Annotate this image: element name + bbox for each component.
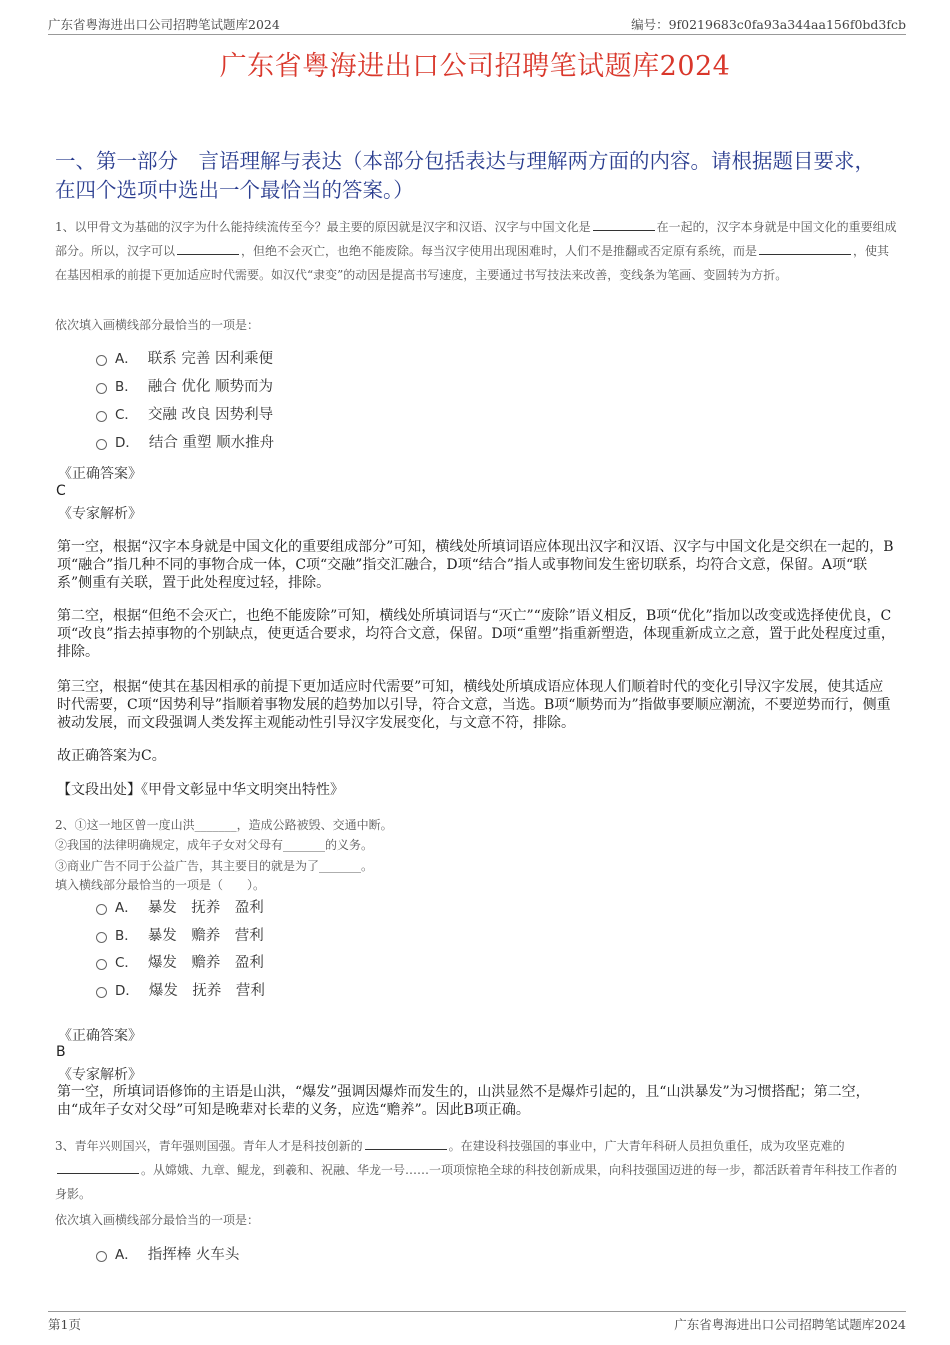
q2-prompt: 填入横线部分最恰当的一项是（ ）。 — [55, 878, 266, 892]
page-title: 广东省粤海进出口公司招聘笔试题库2024 — [219, 51, 731, 82]
question-3-text — [55, 1134, 900, 1206]
option-letter: A． — [115, 1247, 138, 1263]
q2-option-c[interactable] — [96, 952, 264, 974]
q1-answer-label: 《正确答案》 — [58, 466, 142, 482]
q2-answer: B — [56, 1044, 66, 1060]
q3-part-2: 。在建设科技强国的事业中，广大青年科研人员担负重任，成为攻坚克难的 — [448, 1139, 845, 1153]
q1-conclusion: 故正确答案为C。 — [57, 748, 166, 764]
q1-option-d[interactable] — [96, 432, 274, 454]
question-1-text — [55, 215, 900, 287]
q2-answer-label: 《正确答案》 — [58, 1028, 142, 1044]
option-text: 暴发 赡养 营利 — [147, 928, 264, 944]
option-text: 交融 改良 因势利导 — [147, 407, 274, 423]
option-letter: C． — [115, 407, 138, 423]
page-footer — [48, 1311, 906, 1332]
q3-option-a[interactable] — [96, 1244, 239, 1266]
q1-option-a[interactable] — [96, 348, 273, 370]
q3-part-3: 。从嫦娥、九章、鲲龙，到羲和、祝融、华龙一号……一项项惊艳全球的科技创新成果，向科技强国迈进的每一步，都活跃着青年科技工作者的身影。 — [55, 1163, 898, 1201]
q1-part-4: ，使其在基因相承的前提下更加适应时代需要。如汉代“隶变”的动因是提高书写速度，主要通过书写技法来改善，变线条为笔画、变圆转为方折。 — [55, 244, 890, 282]
section-heading: 一、第一部分 言语理解与表达（本部分包括表达与理解两方面的内容。请根据题目要求，在四个选项中选出一个最恰当的答案。） — [55, 149, 875, 202]
header-doc-id: 编号：9f0219683c0fa93a344aa156f0bd3fcb — [631, 17, 906, 32]
q1-source: 【文段出处】《甲骨文彰显中华文明突出特性》 — [57, 782, 344, 798]
q2-option-d[interactable] — [96, 980, 265, 1002]
q2-option-a[interactable] — [96, 897, 264, 919]
radio-icon[interactable] — [96, 439, 107, 450]
option-text: 结合 重塑 顺水推舟 — [148, 435, 275, 451]
option-text: 融合 优化 顺势而为 — [147, 379, 273, 395]
q2-option-b[interactable] — [96, 925, 264, 947]
option-text: 暴发 抚养 盈利 — [147, 900, 264, 916]
q1-prompt: 依次填入画横线部分最恰当的一项是： — [55, 318, 260, 332]
page-header — [48, 14, 906, 35]
q1-analysis-para-2: 第二空，根据“但绝不会灭亡，也绝不能废除”可知，横线处所填词语与“灭亡”“废除”语义相反，B项“优化”指加以改变或选择使优良，C项“改良”指去掉事物的个别缺点，使更适合要求，均符合文意，保留。D项“重塑”指重新塑造，体现重新成立之意，置于此处程度过重，排除。 — [57, 608, 895, 660]
q1-part-2: 在一起的，汉字本身就是中国文化的重要组成部分。所以，汉字可以 — [55, 220, 897, 258]
option-letter: D． — [115, 435, 139, 451]
q1-answer: C — [56, 483, 66, 499]
option-text: 指挥棒 火车头 — [147, 1247, 240, 1263]
q2-analysis: 第一空，所填词语修饰的主语是山洪，“爆发”强调因爆炸而发生的，山洪显然不是爆炸引起的，且“山洪暴发”为习惯搭配；第二空，由“成年子女对父母”可知是晚辈对长辈的义务，应选“赡养”。因此B项正确。 — [57, 1084, 870, 1118]
footer-doc-title: 广东省粤海进出口公司招聘笔试题库2024 — [674, 1317, 906, 1332]
q1-blank-3 — [759, 239, 851, 255]
option-text: 联系 完善 因利乘便 — [147, 351, 273, 367]
radio-icon[interactable] — [96, 932, 107, 943]
q1-part-3: ，但绝不会灭亡，也绝不能废除。每当汉字使用出现困难时，人们不是推翻或否定原有系统，而是 — [241, 244, 758, 258]
radio-icon[interactable] — [96, 411, 107, 422]
q2-line-2: ②我国的法律明确规定，成年子女对父母有_______的义务。 — [55, 838, 374, 852]
q1-blank-1 — [593, 215, 655, 231]
radio-icon[interactable] — [96, 987, 107, 998]
q1-analysis-para-1: 第一空，根据“汉字本身就是中国文化的重要组成部分”可知，横线处所填词语应体现出汉字和汉语、汉字与中国文化是交织在一起的，B项“融合”指几种不同的事物合成一体，C项“交融”指交汇融合，D项“结合”指人或事物间发生密切联系，均符合文意，保留。A项“联系”侧重有关联，置于此处程度过轻，排除。 — [57, 539, 894, 591]
q2-analysis-label: 《专家解析》 — [58, 1067, 142, 1083]
radio-icon[interactable] — [96, 1251, 107, 1262]
q1-option-c[interactable] — [96, 404, 273, 426]
option-letter: C． — [115, 955, 138, 971]
q1-blank-2 — [177, 239, 239, 255]
q2-line-3: ③商业广告不同于公益广告，其主要目的就是为了_______。 — [55, 859, 374, 873]
q1-analysis-label: 《专家解析》 — [58, 506, 142, 522]
option-letter: B． — [115, 379, 138, 395]
option-letter: A． — [115, 900, 138, 916]
radio-icon[interactable] — [96, 383, 107, 394]
radio-icon[interactable] — [96, 959, 107, 970]
option-text: 爆发 赡养 盈利 — [147, 955, 264, 971]
q1-option-b[interactable] — [96, 376, 273, 398]
page-number: 第1页 — [48, 1317, 81, 1332]
q1-analysis-para-3: 第三空，根据“使其在基因相承的前提下更加适应时代需要”可知，横线处所填成语应体现人们顺着时代的变化引导汉字发展，使其适应时代需要，C项“因势利导”指顺着事物发展的趋势加以引导，符合文意，当选。B项“顺势而为”指做事要顺应潮流，不要逆势而行，侧重被动发展，而文段强调人类发挥主观能动性引导汉字发展变化，与文意不符，排除。 — [57, 679, 891, 731]
q3-part-1: 3、青年兴则国兴，青年强则国强。青年人才是科技创新的 — [55, 1139, 363, 1153]
option-letter: B． — [115, 928, 138, 944]
option-letter: A． — [115, 351, 138, 367]
q3-blank-1 — [365, 1134, 447, 1150]
radio-icon[interactable] — [96, 355, 107, 366]
option-text: 爆发 抚养 营利 — [148, 983, 265, 999]
q3-prompt: 依次填入画横线部分最恰当的一项是： — [55, 1213, 260, 1227]
q2-line-1: 2、①这一地区曾一度山洪_______，造成公路被毁、交通中断。 — [55, 818, 393, 832]
q1-part-1: 1、以甲骨文为基础的汉字为什么能持续流传至今？最主要的原因就是汉字和汉语、汉字与中国文化是 — [55, 220, 591, 234]
radio-icon[interactable] — [96, 904, 107, 915]
option-letter: D． — [115, 983, 139, 999]
header-doc-title: 广东省粤海进出口公司招聘笔试题库2024 — [48, 17, 280, 32]
q3-blank-2 — [57, 1158, 139, 1174]
